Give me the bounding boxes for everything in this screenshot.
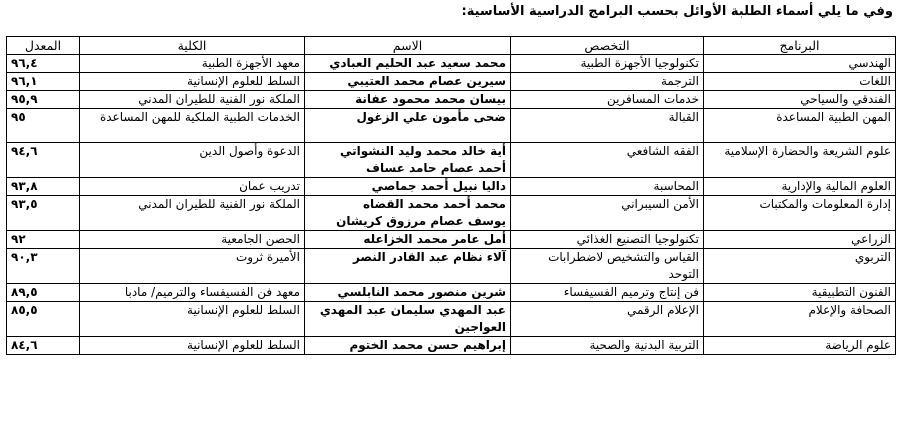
program-cell: الفندقي والسياحي — [704, 91, 896, 109]
name-cell: ضحى مأمون علي الزغول — [305, 109, 511, 143]
program-cell: المهن الطبية المساعدة — [704, 109, 896, 143]
specialization-cell: التربية البدنية والصحية — [511, 337, 704, 355]
average-value: ٩٣,٨ — [11, 179, 38, 193]
program-cell: التربوي — [704, 249, 896, 284]
name-cell: محمد سعيد عبد الحليم العبادي — [305, 55, 511, 73]
average-value: ٨٥,٥ — [11, 303, 38, 317]
table-header-row — [7, 37, 896, 55]
header-average: المعدل — [7, 37, 80, 55]
average-value: ٩٥,٩ — [11, 92, 38, 106]
name-cell: أمل عامر محمد الخزاعله — [305, 231, 511, 249]
specialization-cell: فن إنتاج وترميم الفسيفساء — [511, 284, 704, 302]
average-cell — [7, 178, 80, 196]
college-cell: الملكة نور الفنية للطيران المدني — [80, 196, 305, 231]
table-body — [7, 55, 896, 355]
average-value: ٩٠,٣ — [11, 250, 38, 264]
name-cell: بيسان محمد محمود عفانة — [305, 91, 511, 109]
name-cell: عبد المهدي سليمان عبد المهدي العواجين — [305, 302, 511, 337]
table-row — [7, 55, 896, 73]
average-cell — [7, 143, 80, 178]
header-college: الكلية — [80, 37, 305, 55]
table-row — [7, 73, 896, 91]
table-row — [7, 302, 896, 337]
name-cell: أية خالد محمد وليد النشواتي أحمد عصام حامد عساف — [305, 143, 511, 178]
college-cell: السلط للعلوم الإنسانية — [80, 302, 305, 337]
header-specialization: التخصص — [511, 37, 704, 55]
program-cell: الفنون التطبيقية — [704, 284, 896, 302]
specialization-cell: تكنولوجيا التصنيع الغذائي — [511, 231, 704, 249]
average-cell — [7, 302, 80, 337]
college-cell: الدعوة وأصول الدين — [80, 143, 305, 178]
average-cell — [7, 73, 80, 91]
college-cell: الحصن الجامعية — [80, 231, 305, 249]
specialization-cell: الأمن السيبراني — [511, 196, 704, 231]
program-cell: إدارة المعلومات والمكتبات — [704, 196, 896, 231]
average-cell — [7, 231, 80, 249]
college-cell: الملكة نور الفنية للطيران المدني — [80, 91, 305, 109]
average-cell — [7, 55, 80, 73]
name-cell: شرين منصور محمد النابلسي — [305, 284, 511, 302]
average-cell — [7, 91, 80, 109]
college-cell: معهد فن الفسيفساء والترميم/ مادبا — [80, 284, 305, 302]
specialization-cell: المحاسبة — [511, 178, 704, 196]
average-cell — [7, 249, 80, 284]
specialization-cell: خدمات المسافرين — [511, 91, 704, 109]
average-cell — [7, 196, 80, 231]
program-cell: العلوم المالية والإدارية — [704, 178, 896, 196]
table-row — [7, 109, 896, 143]
table-row — [7, 178, 896, 196]
specialization-cell: القياس والتشخيص لاضطرابات التوحد — [511, 249, 704, 284]
program-cell: علوم الرياضة — [704, 337, 896, 355]
specialization-cell: الفقه الشافعي — [511, 143, 704, 178]
table-row — [7, 143, 896, 178]
name-cell: محمد أحمد محمد القضاه يوسف عصام مرزوق كريشان — [305, 196, 511, 231]
table-row — [7, 337, 896, 355]
college-cell: الخدمات الطبية الملكية للمهن المساعدة — [80, 109, 305, 143]
table-row — [7, 284, 896, 302]
table-row — [7, 196, 896, 231]
program-cell: الصحافة والإعلام — [704, 302, 896, 337]
name-cell: سيرين عصام محمد العتيبي — [305, 73, 511, 91]
average-value: ٨٤,٦ — [11, 338, 38, 352]
table-row — [7, 231, 896, 249]
average-value: ٩٢ — [11, 232, 26, 246]
average-value: ٩٦,٤ — [11, 56, 38, 70]
program-cell: اللغات — [704, 73, 896, 91]
college-cell: السلط للعلوم الإنسانية — [80, 73, 305, 91]
specialization-cell: القبالة — [511, 109, 704, 143]
specialization-cell: الإعلام الرقمي — [511, 302, 704, 337]
specialization-cell: تكنولوجيا الأجهزة الطبية — [511, 55, 704, 73]
college-cell: الأميرة ثروت — [80, 249, 305, 284]
table-row — [7, 249, 896, 284]
header-name: الاسم — [305, 37, 511, 55]
name-cell: داليا نبيل أحمد جماصي — [305, 178, 511, 196]
name-cell: آلاء نظام عبد القادر النصر — [305, 249, 511, 284]
average-value: ٩٥ — [11, 110, 26, 124]
table-row — [7, 91, 896, 109]
header-program: البرنامج — [704, 37, 896, 55]
program-cell: الهندسي — [704, 55, 896, 73]
top-students-table — [6, 36, 896, 355]
average-value: ٨٩,٥ — [11, 285, 38, 299]
average-value: ٩٤,٦ — [11, 144, 38, 158]
college-cell: معهد الأجهزة الطبية — [80, 55, 305, 73]
average-cell — [7, 284, 80, 302]
average-cell — [7, 337, 80, 355]
page-heading: وفي ما يلي أسماء الطلبة الأوائل بحسب البرامج الدراسية الأساسية: — [461, 4, 893, 19]
program-cell: علوم الشريعة والحضارة الإسلامية — [704, 143, 896, 178]
program-cell: الزراعي — [704, 231, 896, 249]
average-value: ٩٣,٥ — [11, 197, 38, 211]
specialization-cell: الترجمة — [511, 73, 704, 91]
average-value: ٩٦,١ — [11, 74, 38, 88]
average-cell — [7, 109, 80, 143]
college-cell: تدريب عمان — [80, 178, 305, 196]
college-cell: السلط للعلوم الإنسانية — [80, 337, 305, 355]
name-cell: إبراهيم حسن محمد الختوم — [305, 337, 511, 355]
